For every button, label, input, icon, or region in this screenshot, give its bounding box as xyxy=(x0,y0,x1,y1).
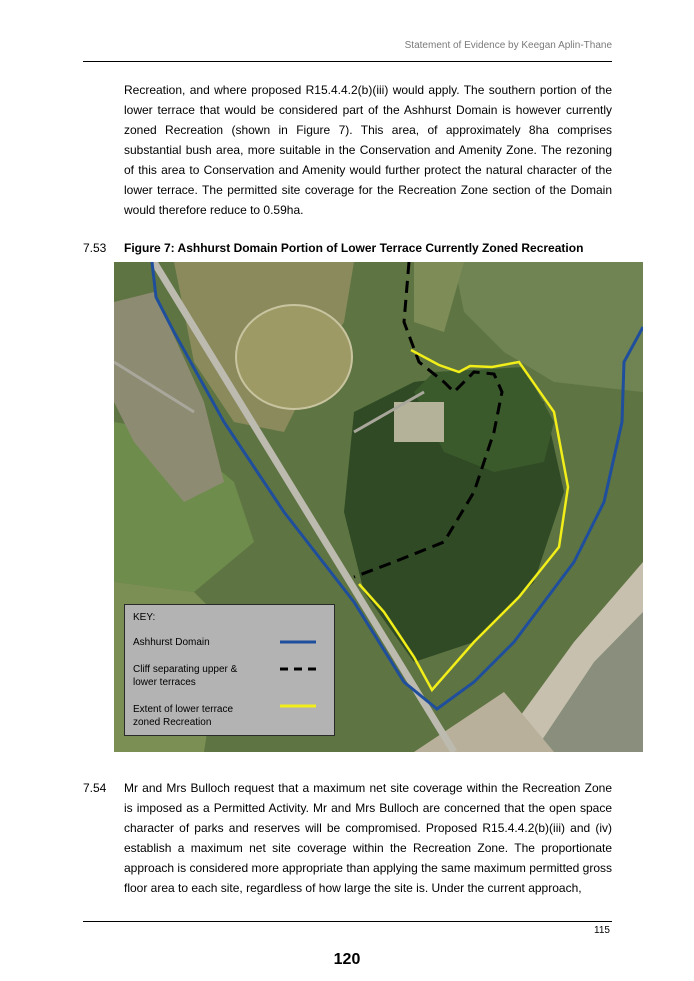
header-rule xyxy=(83,61,612,62)
footer-rule xyxy=(83,921,612,922)
key-label-recreation-extent: Extent of lower terrace zoned Recreation xyxy=(133,704,234,728)
section-number-7-54: 7.54 xyxy=(83,781,107,795)
map-key xyxy=(124,604,335,736)
page-header: Statement of Evidence by Keegan Aplin-Thane xyxy=(404,40,612,51)
key-line-cliff xyxy=(280,666,316,672)
paragraph-continued: Recreation, and where proposed R15.4.4.2(b)(iii) would apply. The southern portion of the lower terrace that would be considered part of the Ashhurst Domain is however currently zoned Recreation (shown in Figure 7). This area, of approximately 8ha comprises substantial bush area, more suitable in the Conservation and Amenity Zone. The rezoning of this area to Conservation and Amenity would further protect the natural character of the lower terrace. The permitted site coverage for the Recreation Zone section of the Domain would therefore reduce to 0.59ha. xyxy=(124,83,612,217)
section-number-7-53: 7.53 xyxy=(83,241,107,255)
key-title: KEY: xyxy=(133,612,156,623)
key-label-ashhurst-domain: Ashhurst Domain xyxy=(133,637,210,648)
key-line-ashhurst-domain xyxy=(280,639,316,645)
page-number: 115 xyxy=(594,925,610,936)
key-label-cliff: Cliff separating upper & lower terraces xyxy=(133,664,238,688)
key-line-recreation-extent xyxy=(280,703,316,709)
document-page-number: 120 xyxy=(333,951,361,968)
figure-title: Figure 7: Ashhurst Domain Portion of Lower Terrace Currently Zoned Recreation xyxy=(124,241,584,255)
paragraph-7-54: Mr and Mrs Bulloch request that a maximum net site coverage within the Recreation Zone is imposed as a Permitted Activity. Mr and Mrs Bulloch are concerned that the open space character of parks and reserves will be compromised. Proposed R15.4.4.2(b)(iii) and (iv) establish a maximum net site coverage within the Recreation Zone. The proportionate approach is considered more appropriate than applying the same maximum permitted gross floor area to each site, regardless of how large the site is. Under the current approach, xyxy=(124,781,612,895)
